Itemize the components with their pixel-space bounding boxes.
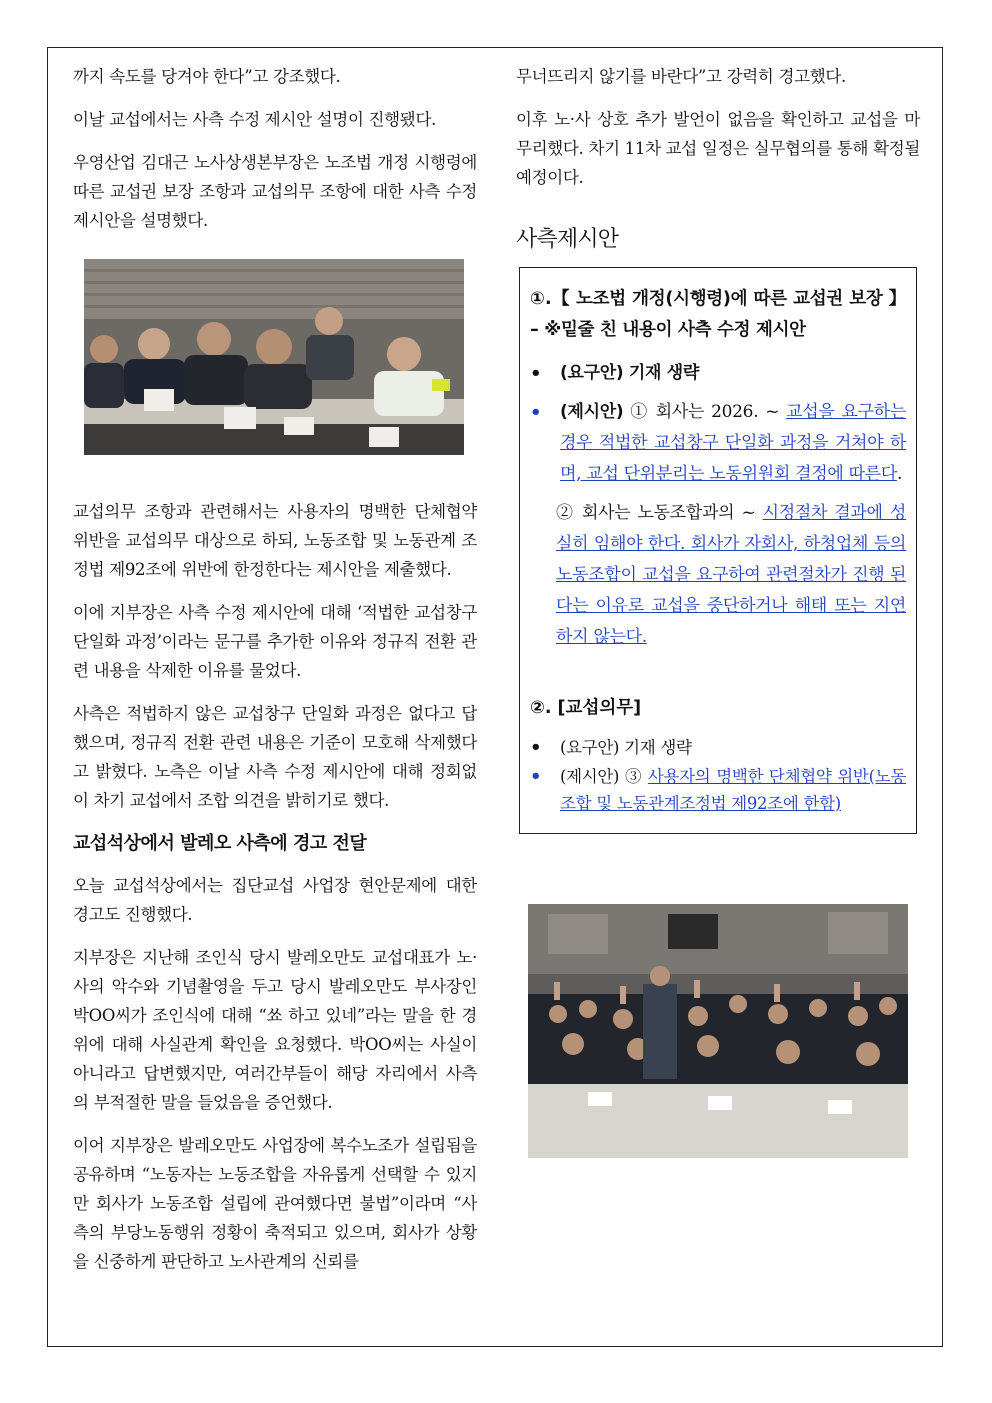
left-paragraph-7: 오늘 교섭석상에서는 집단교섭 사업장 현안문제에 대한 경고도 진행했다. [73,876,477,924]
demand-label: (요구안) 기재 생략 [560,363,700,383]
proposal-head-2: ②. [교섭의무] [530,698,642,718]
proposal-text: ① 회사는 2026. ~ [623,402,787,422]
period-text: . [896,464,903,484]
proposal-item-2 [530,397,906,490]
left-paragraph-9: 이어 지부장은 발레오만도 사업장에 복수노조가 설립됨을 공유하며 “노동자는 노동조합을 자유롭게 선택할 수 있지만 회사가 노동조합 설립에 관여했다면 불법”이라며 “사측의 부당노동행위 정황이 축적되고 있으며, 회사가 상황을 신중하게 판단하고 노사관계의 신뢰를 [73,1136,477,1271]
subclause-text: ② 회사는 노동조합과의 ~ [556,503,763,523]
proposal-subclause-2 [530,498,906,653]
demand-text: (요구안) 기재 생략 [560,738,692,757]
right-column [516,62,920,1158]
bullet-icon: • [530,402,542,423]
proposal-item-1 [530,358,906,389]
bullet-icon: • [530,363,542,384]
bullet-icon: • [530,737,542,758]
proposal-head-1: ①.【 노조법 개정(시행령)에 따른 교섭권 보장 】 – ※밑줄 친 내용이 사측 수정 제시안 [530,289,906,340]
left-paragraph-4: 교섭의무 조항과 관련해서는 사용자의 명백한 단체협약 위반을 교섭의무 대상으로 하되, 노동조합 및 노동관계 조정법 제92조에 위반에 한정한다는 제시안을 제출했다. [73,502,477,579]
left-paragraph-5: 이에 지부장은 사측 수정 제시안에 대해 ‘적법한 교섭창구 단일화 과정’이라는 문구를 추가한 이유와 정규직 전환 관련 내용을 삭제한 이유를 물었다. [73,603,477,680]
underlined-revision-2: 시정절차 결과에 성실히 임해야 한다. 회사가 자회사, 하청업체 등의 노동조합이 교섭을 요구하여 관련절차가 진행 된다는 이유로 교섭을 중단하거나 해태 또는 지연하지 않는다. [556,503,906,647]
bullet-icon: • [530,766,542,787]
left-paragraph-8: 지부장은 지난해 조인식 당시 발레오만도 교섭대표가 노·사의 악수와 기념촬영을 두고 당시 발레오만도 부사장인 박OO씨가 조인식에 대해 “쑈 하고 있네”라는 말을 한 경위에 대해 사실관계 확인을 요청했다. 박OO씨는 사실이 아니라고 답변했지만, 여러간부들이 해당 자리에서 사측의 부적절한 말을 들었음을 증언했다. [73,948,477,1112]
left-paragraph-2: 이날 교섭에서는 사측 수정 제시안 설명이 진행됐다. [73,110,437,129]
underlined-revision-1: 교섭을 요구하는 경우 적법한 교섭창구 단일화 과정을 거쳐야 하며, 교섭 단위분리는 노동위원회 결정에 따른다 [560,402,906,484]
right-paragraph-2: 이후 노·사 상호 추가 발언이 없음을 확인하고 교섭을 마무리했다. 차기 11차 교섭 일정은 실무협의를 통해 확정될 예정이다. [516,110,921,187]
left-paragraph-1: 까지 속도를 당겨야 한다”고 강조했다. [73,67,341,86]
proposal-text-3: (제시안) ③ [560,767,648,786]
proposal-label: (제시안) [560,402,624,422]
proposal-item-4 [530,763,906,817]
left-paragraph-3: 우영산업 김대근 노사상생본부장은 노조법 개정 시행령에 따른 교섭권 보장 조항과 교섭의무 조항에 대한 사측 수정 제시안을 설명했다. [73,153,477,230]
rally-photo [528,904,908,1158]
proposal-box [519,267,917,834]
negotiation-meeting-photo [84,259,464,455]
proposal-item-3 [530,734,906,761]
left-column [73,62,477,1290]
proposal-section-title: 사측제시안 [516,227,619,252]
left-paragraph-6: 사측은 적법하지 않은 교섭창구 단일화 과정은 없다고 답했으며, 정규직 전환 관련 내용은 기준이 모호해 삭제했다고 밝혔다. 노측은 이날 사측 수정 제시안에 대해 정회없이 차기 교섭에서 조합 의견을 밝히기로 했다. [73,704,477,810]
underlined-revision-3: 사용자의 명백한 단체협약 위반(노동조합 및 노동관계조정법 제92조에 한함) [560,767,906,813]
section-subheading: 교섭석상에서 발레오 사측에 경고 전달 [73,833,367,854]
right-paragraph-1: 무너뜨리지 않기를 바란다”고 강력히 경고했다. [516,67,847,86]
